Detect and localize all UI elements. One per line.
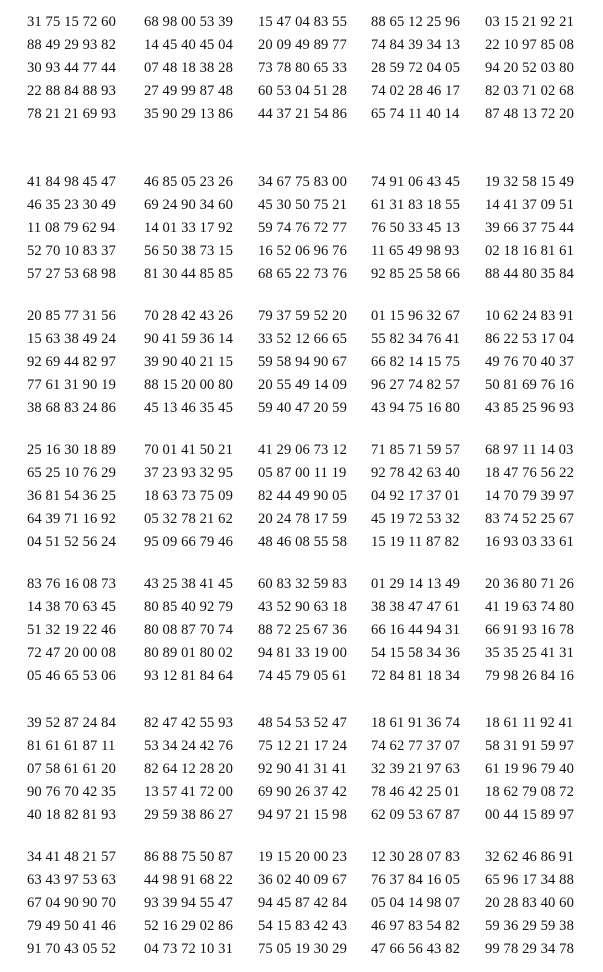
number-group: 73 78 80 65 33 <box>258 60 347 76</box>
number-group: 81 61 61 87 11 <box>27 738 116 754</box>
number-group: 41 19 63 74 80 <box>485 599 574 615</box>
number-group: 45 30 50 75 21 <box>258 197 347 213</box>
number-group: 88 44 80 35 84 <box>485 266 574 282</box>
number-group: 36 81 54 36 25 <box>27 488 116 504</box>
number-group: 93 39 94 55 47 <box>144 895 233 911</box>
number-group: 90 41 59 36 14 <box>144 331 233 347</box>
number-group: 20 36 80 71 26 <box>485 576 574 592</box>
number-group: 63 43 97 53 63 <box>27 872 116 888</box>
number-group: 05 32 78 21 62 <box>144 511 233 527</box>
number-group: 37 23 93 32 95 <box>144 465 233 481</box>
number-group: 07 58 61 61 20 <box>27 761 116 777</box>
number-row <box>0 35 603 58</box>
number-group: 82 47 42 55 93 <box>144 715 233 731</box>
number-group: 39 52 87 24 84 <box>27 715 116 731</box>
number-group: 64 39 71 16 92 <box>27 511 116 527</box>
number-group: 88 49 29 93 82 <box>27 37 116 53</box>
number-group: 18 62 79 08 72 <box>485 784 574 800</box>
number-row <box>0 486 603 509</box>
number-group: 34 67 75 83 00 <box>258 174 347 190</box>
number-group: 20 85 77 31 56 <box>27 308 116 324</box>
number-group: 33 52 12 66 65 <box>258 331 347 347</box>
number-block-2 <box>0 172 603 287</box>
number-group: 15 63 38 49 24 <box>27 331 116 347</box>
number-group: 92 85 25 58 66 <box>371 266 460 282</box>
number-group: 20 55 49 14 09 <box>258 377 347 393</box>
number-group: 12 30 28 07 83 <box>371 849 460 865</box>
number-group: 86 88 75 50 87 <box>144 849 233 865</box>
number-group: 49 76 70 40 37 <box>485 354 574 370</box>
number-group: 43 85 25 96 93 <box>485 400 574 416</box>
number-group: 59 74 76 72 77 <box>258 220 347 236</box>
number-row <box>0 574 603 597</box>
number-group: 59 58 94 90 67 <box>258 354 347 370</box>
number-group: 22 10 97 85 08 <box>485 37 574 53</box>
number-group: 78 21 21 69 93 <box>27 106 116 122</box>
number-group: 43 52 90 63 18 <box>258 599 347 615</box>
number-row <box>0 939 603 962</box>
number-group: 18 63 73 75 09 <box>144 488 233 504</box>
number-group: 25 16 30 18 89 <box>27 442 116 458</box>
number-group: 29 59 38 86 27 <box>144 807 233 823</box>
number-row <box>0 666 603 689</box>
number-group: 44 98 91 68 22 <box>144 872 233 888</box>
number-group: 87 48 13 72 20 <box>485 106 574 122</box>
number-row <box>0 375 603 398</box>
number-group: 93 12 81 84 64 <box>144 668 233 684</box>
number-row <box>0 509 603 532</box>
number-group: 57 27 53 68 98 <box>27 266 116 282</box>
number-row <box>0 352 603 375</box>
number-group: 62 09 53 67 87 <box>371 807 460 823</box>
number-group: 79 98 26 84 16 <box>485 668 574 684</box>
number-group: 32 39 21 97 63 <box>371 761 460 777</box>
number-group: 46 97 83 54 82 <box>371 918 460 934</box>
number-row <box>0 81 603 104</box>
number-group: 51 32 19 22 46 <box>27 622 116 638</box>
number-group: 65 25 10 76 29 <box>27 465 116 481</box>
number-group: 68 97 11 14 03 <box>485 442 574 458</box>
number-group: 04 92 17 37 01 <box>371 488 460 504</box>
number-group: 14 01 33 17 92 <box>144 220 233 236</box>
number-group: 31 75 15 72 60 <box>27 14 116 30</box>
number-group: 61 19 96 79 40 <box>485 761 574 777</box>
number-group: 22 88 84 88 93 <box>27 83 116 99</box>
number-row <box>0 264 603 287</box>
number-block-7 <box>0 847 603 962</box>
number-row <box>0 620 603 643</box>
number-group: 90 76 70 42 35 <box>27 784 116 800</box>
number-group: 48 46 08 55 58 <box>258 534 347 550</box>
number-row <box>0 916 603 939</box>
number-group: 46 35 23 30 49 <box>27 197 116 213</box>
number-row <box>0 713 603 736</box>
number-row <box>0 104 603 127</box>
number-group: 11 08 79 62 94 <box>27 220 116 236</box>
number-group: 65 96 17 34 88 <box>485 872 574 888</box>
number-group: 76 37 84 16 05 <box>371 872 460 888</box>
number-group: 45 19 72 53 32 <box>371 511 460 527</box>
number-group: 86 22 53 17 04 <box>485 331 574 347</box>
number-group: 14 45 40 45 04 <box>144 37 233 53</box>
number-group: 99 78 29 34 78 <box>485 941 574 957</box>
number-group: 60 83 32 59 83 <box>258 576 347 592</box>
number-group: 80 08 87 70 74 <box>144 622 233 638</box>
number-group: 19 15 20 00 23 <box>258 849 347 865</box>
number-group: 79 37 59 52 20 <box>258 308 347 324</box>
number-group: 20 24 78 17 59 <box>258 511 347 527</box>
number-group: 76 50 33 45 13 <box>371 220 460 236</box>
number-row <box>0 643 603 666</box>
number-group: 18 61 11 92 41 <box>485 715 574 731</box>
number-group: 58 31 91 59 97 <box>485 738 574 754</box>
number-group: 47 66 56 43 82 <box>371 941 460 957</box>
number-group: 75 05 19 30 29 <box>258 941 347 957</box>
number-row <box>0 440 603 463</box>
number-group: 74 62 77 37 07 <box>371 738 460 754</box>
number-block-5 <box>0 574 603 689</box>
number-group: 71 85 71 59 57 <box>371 442 460 458</box>
number-group: 28 59 72 04 05 <box>371 60 460 76</box>
number-group: 96 27 74 82 57 <box>371 377 460 393</box>
number-group: 35 90 29 13 86 <box>144 106 233 122</box>
number-group: 05 04 14 98 07 <box>371 895 460 911</box>
number-group: 83 74 52 25 67 <box>485 511 574 527</box>
number-row <box>0 532 603 555</box>
number-row <box>0 463 603 486</box>
number-group: 04 51 52 56 24 <box>27 534 116 550</box>
number-group: 14 41 37 09 51 <box>485 197 574 213</box>
number-group: 15 19 11 87 82 <box>371 534 460 550</box>
number-group: 74 02 28 46 17 <box>371 83 460 99</box>
number-group: 54 15 83 42 43 <box>258 918 347 934</box>
number-group: 20 28 83 40 60 <box>485 895 574 911</box>
number-group: 72 47 20 00 08 <box>27 645 116 661</box>
number-group: 50 81 69 76 16 <box>485 377 574 393</box>
number-block-3 <box>0 306 603 421</box>
number-group: 32 62 46 86 91 <box>485 849 574 865</box>
number-block-1 <box>0 12 603 127</box>
number-group: 68 98 00 53 39 <box>144 14 233 30</box>
number-group: 95 09 66 79 46 <box>144 534 233 550</box>
number-row <box>0 241 603 264</box>
number-group: 35 35 25 41 31 <box>485 645 574 661</box>
number-group: 11 65 49 98 93 <box>371 243 460 259</box>
number-group: 04 73 72 10 31 <box>144 941 233 957</box>
number-group: 66 91 93 16 78 <box>485 622 574 638</box>
number-group: 55 82 34 76 41 <box>371 331 460 347</box>
number-group: 43 25 38 41 45 <box>144 576 233 592</box>
number-group: 66 16 44 94 31 <box>371 622 460 638</box>
number-group: 77 61 31 90 19 <box>27 377 116 393</box>
number-group: 69 90 26 37 42 <box>258 784 347 800</box>
number-group: 94 45 87 42 84 <box>258 895 347 911</box>
number-group: 20 09 49 89 77 <box>258 37 347 53</box>
number-group: 41 84 98 45 47 <box>27 174 116 190</box>
number-group: 79 49 50 41 46 <box>27 918 116 934</box>
number-group: 60 53 04 51 28 <box>258 83 347 99</box>
number-row <box>0 597 603 620</box>
number-group: 14 70 79 39 97 <box>485 488 574 504</box>
number-group: 34 41 48 21 57 <box>27 849 116 865</box>
number-group: 92 90 41 31 41 <box>258 761 347 777</box>
number-group: 07 48 18 38 28 <box>144 60 233 76</box>
number-group: 83 76 16 08 73 <box>27 576 116 592</box>
number-group: 01 15 96 32 67 <box>371 308 460 324</box>
number-group: 82 03 71 02 68 <box>485 83 574 99</box>
number-row <box>0 12 603 35</box>
number-row <box>0 195 603 218</box>
number-group: 46 85 05 23 26 <box>144 174 233 190</box>
number-row <box>0 782 603 805</box>
number-group: 88 72 25 67 36 <box>258 622 347 638</box>
number-group: 68 65 22 73 76 <box>258 266 347 282</box>
number-row <box>0 870 603 893</box>
number-group: 67 04 90 90 70 <box>27 895 116 911</box>
number-group: 27 49 99 87 48 <box>144 83 233 99</box>
number-group: 94 97 21 15 98 <box>258 807 347 823</box>
number-group: 80 89 01 80 02 <box>144 645 233 661</box>
number-group: 88 15 20 00 80 <box>144 377 233 393</box>
number-group: 02 18 16 81 61 <box>485 243 574 259</box>
number-group: 48 54 53 52 47 <box>258 715 347 731</box>
number-group: 13 57 41 72 00 <box>144 784 233 800</box>
number-group: 39 90 40 21 15 <box>144 354 233 370</box>
number-group: 80 85 40 92 79 <box>144 599 233 615</box>
number-group: 54 15 58 34 36 <box>371 645 460 661</box>
number-group: 40 18 82 81 93 <box>27 807 116 823</box>
number-group: 56 50 38 73 15 <box>144 243 233 259</box>
number-group: 10 62 24 83 91 <box>485 308 574 324</box>
number-group: 41 29 06 73 12 <box>258 442 347 458</box>
number-row <box>0 759 603 782</box>
number-group: 01 29 14 13 49 <box>371 576 460 592</box>
number-group: 75 12 21 17 24 <box>258 738 347 754</box>
number-group: 43 94 75 16 80 <box>371 400 460 416</box>
number-row <box>0 306 603 329</box>
number-row <box>0 893 603 916</box>
number-group: 74 84 39 34 13 <box>371 37 460 53</box>
number-group: 30 93 44 77 44 <box>27 60 116 76</box>
number-block-6 <box>0 713 603 828</box>
number-group: 72 84 81 18 34 <box>371 668 460 684</box>
number-group: 70 01 41 50 21 <box>144 442 233 458</box>
number-group: 94 81 33 19 00 <box>258 645 347 661</box>
number-group: 44 37 21 54 86 <box>258 106 347 122</box>
number-group: 39 66 37 75 44 <box>485 220 574 236</box>
number-row <box>0 172 603 195</box>
number-group: 66 82 14 15 75 <box>371 354 460 370</box>
number-group: 53 34 24 42 76 <box>144 738 233 754</box>
number-group: 14 38 70 63 45 <box>27 599 116 615</box>
number-group: 69 24 90 34 60 <box>144 197 233 213</box>
number-group: 38 68 83 24 86 <box>27 400 116 416</box>
number-group: 52 70 10 83 37 <box>27 243 116 259</box>
number-group: 52 16 29 02 86 <box>144 918 233 934</box>
number-group: 65 74 11 40 14 <box>371 106 460 122</box>
number-row <box>0 329 603 352</box>
number-group: 36 02 40 09 67 <box>258 872 347 888</box>
number-block-4 <box>0 440 603 555</box>
number-group: 18 61 91 36 74 <box>371 715 460 731</box>
number-group: 03 15 21 92 21 <box>485 14 574 30</box>
number-group: 18 47 76 56 22 <box>485 465 574 481</box>
number-group: 82 64 12 28 20 <box>144 761 233 777</box>
number-group: 81 30 44 85 85 <box>144 266 233 282</box>
number-group: 59 36 29 59 38 <box>485 918 574 934</box>
number-group: 74 45 79 05 61 <box>258 668 347 684</box>
number-group: 05 46 65 53 06 <box>27 668 116 684</box>
number-group: 92 78 42 63 40 <box>371 465 460 481</box>
number-group: 45 13 46 35 45 <box>144 400 233 416</box>
number-group: 15 47 04 83 55 <box>258 14 347 30</box>
number-group: 91 70 43 05 52 <box>27 941 116 957</box>
number-group: 59 40 47 20 59 <box>258 400 347 416</box>
number-row <box>0 218 603 241</box>
number-group: 05 87 00 11 19 <box>258 465 347 481</box>
number-group: 74 91 06 43 45 <box>371 174 460 190</box>
number-group: 00 44 15 89 97 <box>485 807 574 823</box>
number-group: 94 20 52 03 80 <box>485 60 574 76</box>
number-row <box>0 398 603 421</box>
number-row <box>0 847 603 870</box>
number-group: 61 31 83 18 55 <box>371 197 460 213</box>
number-group: 92 69 44 82 97 <box>27 354 116 370</box>
number-group: 88 65 12 25 96 <box>371 14 460 30</box>
number-row <box>0 736 603 759</box>
number-group: 16 93 03 33 61 <box>485 534 574 550</box>
number-group: 38 38 47 47 61 <box>371 599 460 615</box>
number-group: 16 52 06 96 76 <box>258 243 347 259</box>
number-row <box>0 805 603 828</box>
number-group: 70 28 42 43 26 <box>144 308 233 324</box>
number-row <box>0 58 603 81</box>
number-group: 78 46 42 25 01 <box>371 784 460 800</box>
number-group: 19 32 58 15 49 <box>485 174 574 190</box>
number-group: 82 44 49 90 05 <box>258 488 347 504</box>
